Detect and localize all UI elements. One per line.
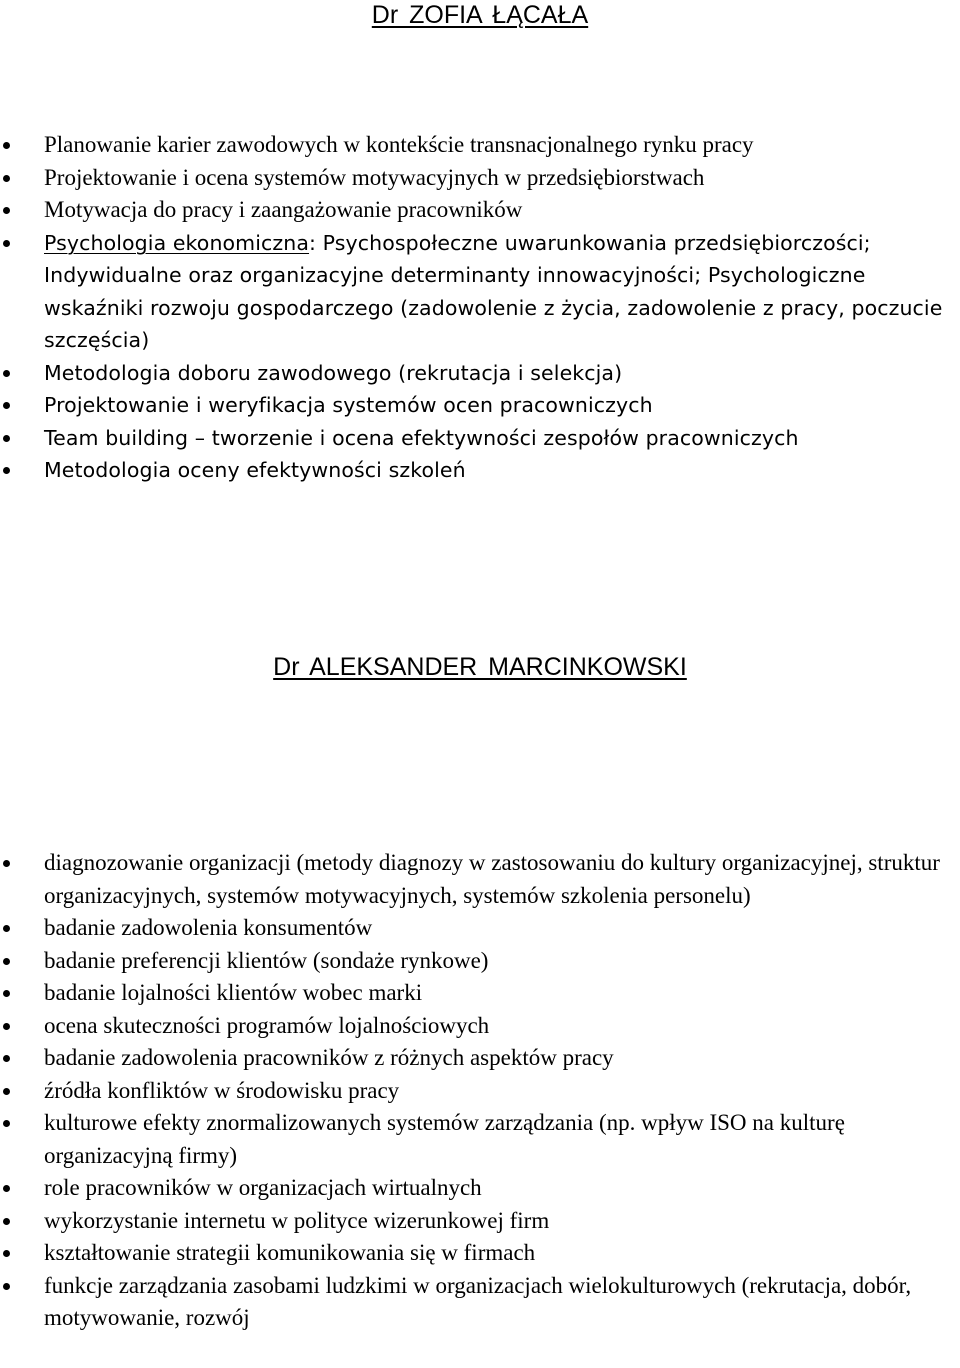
- list-item-text: kulturowe efekty znormalizowanych systemów zarządzania (np. wpływ ISO na kulturę organizacyjną firmy): [44, 1110, 845, 1168]
- list-item: [0, 1205, 950, 1238]
- list-item: [0, 357, 950, 390]
- list-item: [0, 1010, 950, 1043]
- list-item-text: Projektowanie i ocena systemów motywacyjnych w przedsiębiorstwach: [44, 164, 705, 190]
- section-heading-zofia-lacala: Dr ZOFIA ŁĄCAŁA: [371, 1, 589, 29]
- list-item-text: Projektowanie i weryfikacja systemów ocen pracowniczych: [44, 393, 653, 417]
- list-item-text: role pracowników w organizacjach wirtualnych: [44, 1175, 482, 1200]
- list-item: [0, 422, 950, 455]
- list-item-text: Metodologia doboru zawodowego (rekrutacja i selekcja): [44, 360, 623, 385]
- list-item: [0, 194, 950, 227]
- list-item-text: Team building – tworzenie i ocena efektywności zespołów pracowniczych: [44, 425, 799, 450]
- list-item: [0, 977, 950, 1010]
- list-item: [0, 1107, 950, 1172]
- list-item: [0, 227, 950, 357]
- list-item-text: diagnozowanie organizacji (metody diagnozy w zastosowaniu do kultury organizacyjnej, struktur organizacyjnych, systemów motywacyjnych, systemów szkolenia personelu): [44, 850, 940, 908]
- list-item: [0, 162, 950, 195]
- list-item-text: Planowanie karier zawodowych w kontekście transnacjonalnego rynku pracy: [44, 132, 754, 157]
- list-item: [0, 1042, 950, 1075]
- list-item-text: funkcje zarządzania zasobami ludzkimi w organizacjach wielokulturowych (rekrutacja, dobór, motywowanie, rozwój: [44, 1272, 912, 1330]
- list-item: [0, 1237, 950, 1270]
- list-item: [0, 1075, 950, 1108]
- list-item: [0, 389, 950, 422]
- list-item: [0, 1172, 950, 1205]
- list-item-text: źródła konfliktów w środowisku pracy: [44, 1077, 400, 1103]
- list-item-text: badanie zadowolenia pracowników z różnych aspektów pracy: [44, 1045, 614, 1070]
- list-item: [0, 912, 950, 945]
- list-item: [0, 945, 950, 978]
- list-item: [0, 454, 950, 487]
- list-item-underlined-term: Psychologia ekonomiczna: [44, 230, 310, 255]
- research-topics-list-zofia-lacala: [0, 129, 950, 487]
- list-item-text: wykorzystanie internetu w polityce wizerunkowej firm: [44, 1207, 550, 1233]
- list-item-text: badanie preferencji klientów (sondaże rynkowe): [44, 947, 489, 973]
- list-item-text: Metodologia oceny efektywności szkoleń: [44, 458, 466, 482]
- list-item: [0, 847, 950, 912]
- list-item: [0, 1270, 950, 1335]
- list-item-text: Motywacja do pracy i zaangażowanie pracowników: [44, 197, 523, 222]
- list-item-text: badanie lojalności klientów wobec marki: [44, 980, 423, 1005]
- research-topics-list-aleksander-marcinkowski: [0, 847, 950, 1335]
- list-item-text: kształtowanie strategii komunikowania się w firmach: [44, 1240, 536, 1265]
- list-item: [0, 129, 950, 162]
- list-item-text: ocena skuteczności programów lojalnościowych: [44, 1012, 490, 1038]
- list-item-text: badanie zadowolenia konsumentów: [44, 915, 373, 940]
- section-heading-aleksander-marcinkowski: Dr ALEKSANDER MARCINKOWSKI: [273, 653, 687, 681]
- list-item-text: : Psychospołeczne uwarunkowania przedsiębiorczości; Indywidualne oraz organizacyjne determinanty innowacyjności; Psychologiczne wskaźniki rozwoju gospodarczego (zadowolenie z życia, zadowolenie z pracy, poczucie szczęścia): [44, 230, 943, 352]
